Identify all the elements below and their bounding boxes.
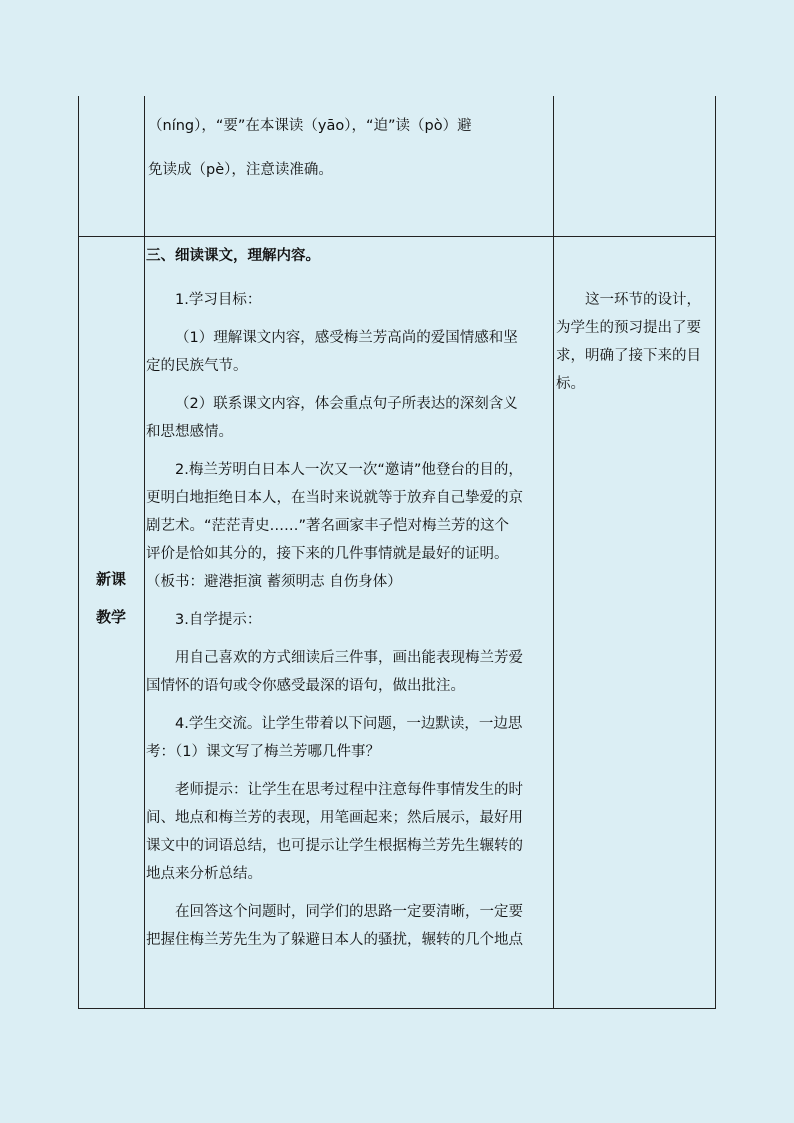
table-divider-col2 <box>553 96 554 1009</box>
para-line: 地点来分析总结。 <box>146 866 262 882</box>
design-note <box>556 286 716 398</box>
para-line: 1.学习目标： <box>175 292 262 308</box>
note-line-1: 这一环节的设计， <box>585 292 701 308</box>
table-border-bottom <box>78 1008 716 1009</box>
para-line: 定的民族气节。 <box>146 358 248 374</box>
paragraph-self-study <box>146 644 552 700</box>
paragraph-goal-title <box>146 286 552 314</box>
para-line: 老师提示：让学生在思考过程中注意每件事情发生的时 <box>175 782 523 798</box>
section-heading: 三、细读课文，理解内容。 <box>146 248 320 264</box>
para-line: 间、地点和梅兰芳的表现，用笔画起来；然后展示，最好用 <box>146 810 523 826</box>
top-line-1: （níng），“要”在本课读（yāo），“迫”读（pò）避 <box>148 118 472 134</box>
para-line: （1）理解课文内容，感受梅兰芳高尚的爱国情感和坚 <box>175 330 518 346</box>
paragraph-self-study-title <box>146 606 552 634</box>
paragraph-answer <box>146 898 552 954</box>
para-line: 4.学生交流。让学生带着以下问题，一边默读，一边思 <box>175 716 523 732</box>
para-line: 把握住梅兰芳先生为了躲避日本人的骚扰，辗转的几个地点 <box>146 932 523 948</box>
para-line: （2）联系课文内容，体会重点句子所表达的深刻含义 <box>175 396 518 412</box>
para-line: 剧艺术。“茫茫青史……”著名画家丰子恺对梅兰芳的这个 <box>146 518 510 534</box>
note-line-2: 为学生的预习提出了要 <box>556 320 701 336</box>
para-line: 课文中的词语总结，也可提示让学生根据梅兰芳先生辗转的 <box>146 838 523 854</box>
paragraph-teacher-tip <box>146 776 552 888</box>
table-row-divider <box>78 236 716 237</box>
top-row-content <box>148 104 552 192</box>
para-line: 更明白地拒绝日本人，在当时来说就等于放弃自己挚爱的京 <box>146 490 523 506</box>
paragraph-exchange <box>146 710 552 766</box>
paragraph-meilanfang <box>146 456 552 596</box>
table-border-left <box>78 96 79 1009</box>
para-line: 考：（1）课文写了梅兰芳哪几件事？ <box>146 744 380 760</box>
para-line: 在回答这个问题时，同学们的思路一定要清晰，一定要 <box>175 904 523 920</box>
section-label <box>78 564 144 632</box>
para-line: 2.梅兰芳明白日本人一次又一次“邀请”他登台的目的， <box>175 462 523 478</box>
note-line-4: 标。 <box>556 376 585 392</box>
paragraph-goal-1 <box>146 324 552 380</box>
section-label-line-2: 教学 <box>95 608 126 626</box>
table-border-right <box>715 96 716 1009</box>
section-label-line-1: 新课 <box>95 570 126 588</box>
para-line: 评价是恰如其分的，接下来的几件事情就是最好的证明。 <box>146 546 509 562</box>
para-line: 用自己喜欢的方式细读后三件事，画出能表现梅兰芳爱 <box>175 650 523 666</box>
para-line: 3.自学提示： <box>175 612 262 628</box>
paragraph-goal-2 <box>146 390 552 446</box>
table-divider-col1 <box>144 96 145 1009</box>
para-line: （板书：避港拒演 蓄须明志 自伤身体） <box>146 574 402 590</box>
para-line: 国情怀的语句或令你感受最深的语句，做出批注。 <box>146 678 465 694</box>
para-line: 和思想感情。 <box>146 424 233 440</box>
top-line-2: 免读成（pè），注意读准确。 <box>148 162 333 178</box>
note-line-3: 求，明确了接下来的目 <box>556 348 701 364</box>
main-content <box>146 242 552 954</box>
